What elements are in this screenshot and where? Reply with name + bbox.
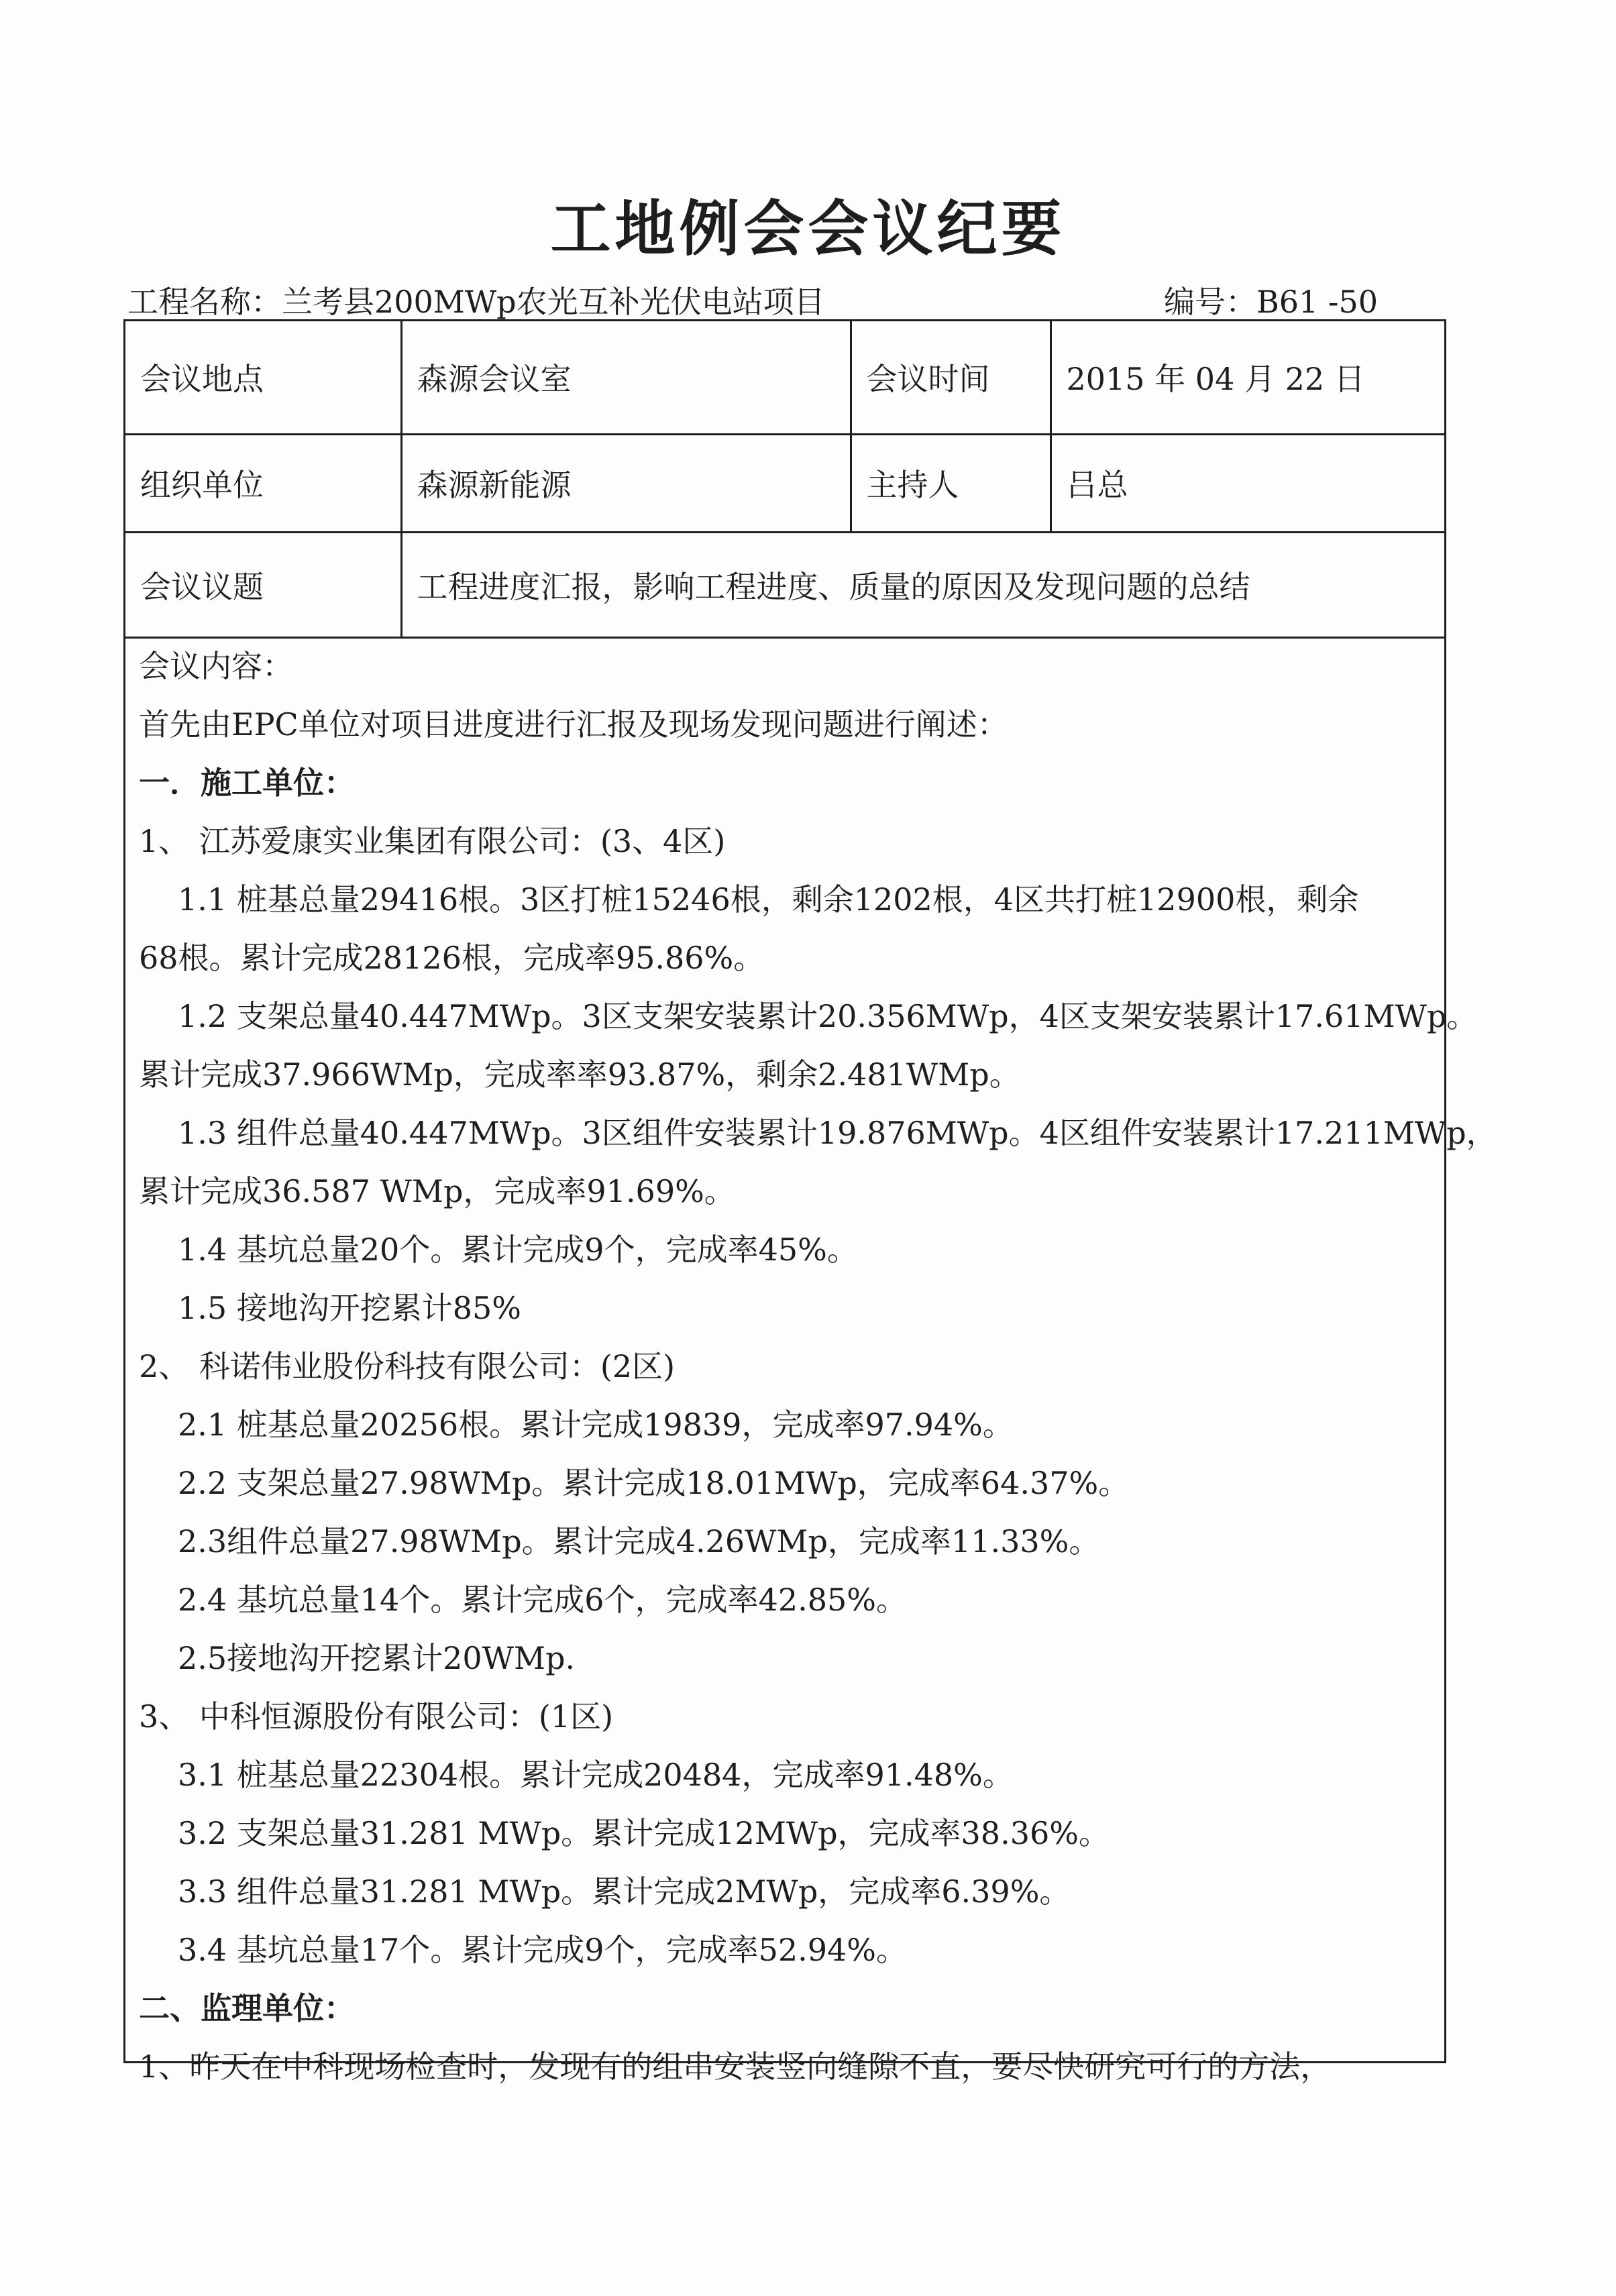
info-row-location (125, 321, 1444, 434)
content-line: 1.1 桩基总量29416根。3区打桩15246根，剩余1202根，4区共打桩12900根，剩余 (178, 881, 1359, 918)
document-code: 编号：B61 -50 (1163, 284, 1378, 320)
location-value: 森源会议室 (401, 321, 851, 434)
minutes-frame (123, 319, 1497, 2085)
content-line: 3.1 桩基总量22304根。累计完成20484，完成率91.48%。 (178, 1757, 1014, 1793)
content-line: 累计完成36.587 WMp，完成率91.69%。 (139, 1173, 735, 1209)
content-line: 2.2 支架总量27.98WMp。累计完成18.01MWp，完成率64.37%。 (178, 1465, 1130, 1501)
company-heading: 1、 江苏爱康实业集团有限公司：(3、4区) (139, 823, 726, 859)
info-row-organizer (125, 434, 1444, 532)
project-name: 工程名称：兰考县200MWp农光互补光伏电站项目 (127, 284, 825, 320)
content-line: 2.3组件总量27.98WMp。累计完成4.26WMp，完成率11.33%。 (178, 1523, 1100, 1560)
host-label: 主持人 (851, 434, 1051, 532)
time-label: 会议时间 (851, 321, 1051, 434)
host-value: 吕总 (1051, 434, 1444, 532)
org-value: 森源新能源 (401, 434, 851, 532)
content-line: 2.4 基坑总量14个。累计完成6个，完成率42.85%。 (178, 1582, 907, 1618)
content-line: 1.3 组件总量40.447MWp。3区组件安装累计19.876MWp。4区组件安装累计17.211MWp， (178, 1115, 1497, 1151)
content-line: 3.4 基坑总量17个。累计完成9个，完成率52.94%。 (178, 1932, 907, 1968)
org-label: 组织单位 (125, 434, 401, 532)
content-line: 3.2 支架总量31.281 MWp。累计完成12MWp，完成率38.36%。 (178, 1815, 1110, 1851)
meeting-content (125, 637, 1497, 2096)
content-line: 2.1 桩基总量20256根。累计完成19839，完成率97.94%。 (178, 1407, 1014, 1443)
company-heading: 2、 科诺伟业股份科技有限公司：(2区) (139, 1348, 676, 1384)
content-line: 累计完成37.966WMp，完成率率93.87%，剩余2.481WMp。 (139, 1056, 1020, 1093)
content-line: 3.3 组件总量31.281 MWp。累计完成2MWp，完成率6.39%。 (178, 1873, 1071, 1910)
info-row-topic (125, 532, 1444, 637)
company-heading: 3、 中科恒源股份有限公司：(1区) (139, 1698, 614, 1735)
section-heading-construction: 一．施工单位： (139, 765, 355, 801)
time-value: 2015 年 04 月 22 日 (1051, 321, 1444, 434)
topic-value: 工程进度汇报，影响工程进度、质量的原因及发现问题的总结 (401, 532, 1444, 637)
content-line: 首先由EPC单位对项目进度进行汇报及现场发现问题进行阐述： (139, 706, 1008, 743)
content-line: 1.5 接地沟开挖累计85% (178, 1290, 522, 1326)
meeting-info-table (125, 321, 1444, 639)
content-line: 2.5接地沟开挖累计20WMp. (178, 1640, 576, 1676)
topic-label: 会议议题 (125, 532, 401, 637)
section-heading-supervision: 二、监理单位： (139, 1990, 355, 2026)
content-heading: 会议内容： (139, 648, 293, 684)
content-line: 1.2 支架总量40.447MWp。3区支架安装累计20.356MWp，4区支架安装累计17.61MWp。 (178, 998, 1478, 1034)
content-line: 1.4 基坑总量20个。累计完成9个，完成率45%。 (178, 1232, 858, 1268)
location-label: 会议地点 (125, 321, 401, 434)
content-line: 68根。累计完成28126根，完成率95.86%。 (139, 940, 765, 976)
document-title: 工地例会会议纪要 (550, 194, 1066, 264)
content-line: 1、昨天在中科现场检查时，发现有的组串安装竖向缝隙不直，要尽快研究可行的方法， (139, 2048, 1332, 2085)
